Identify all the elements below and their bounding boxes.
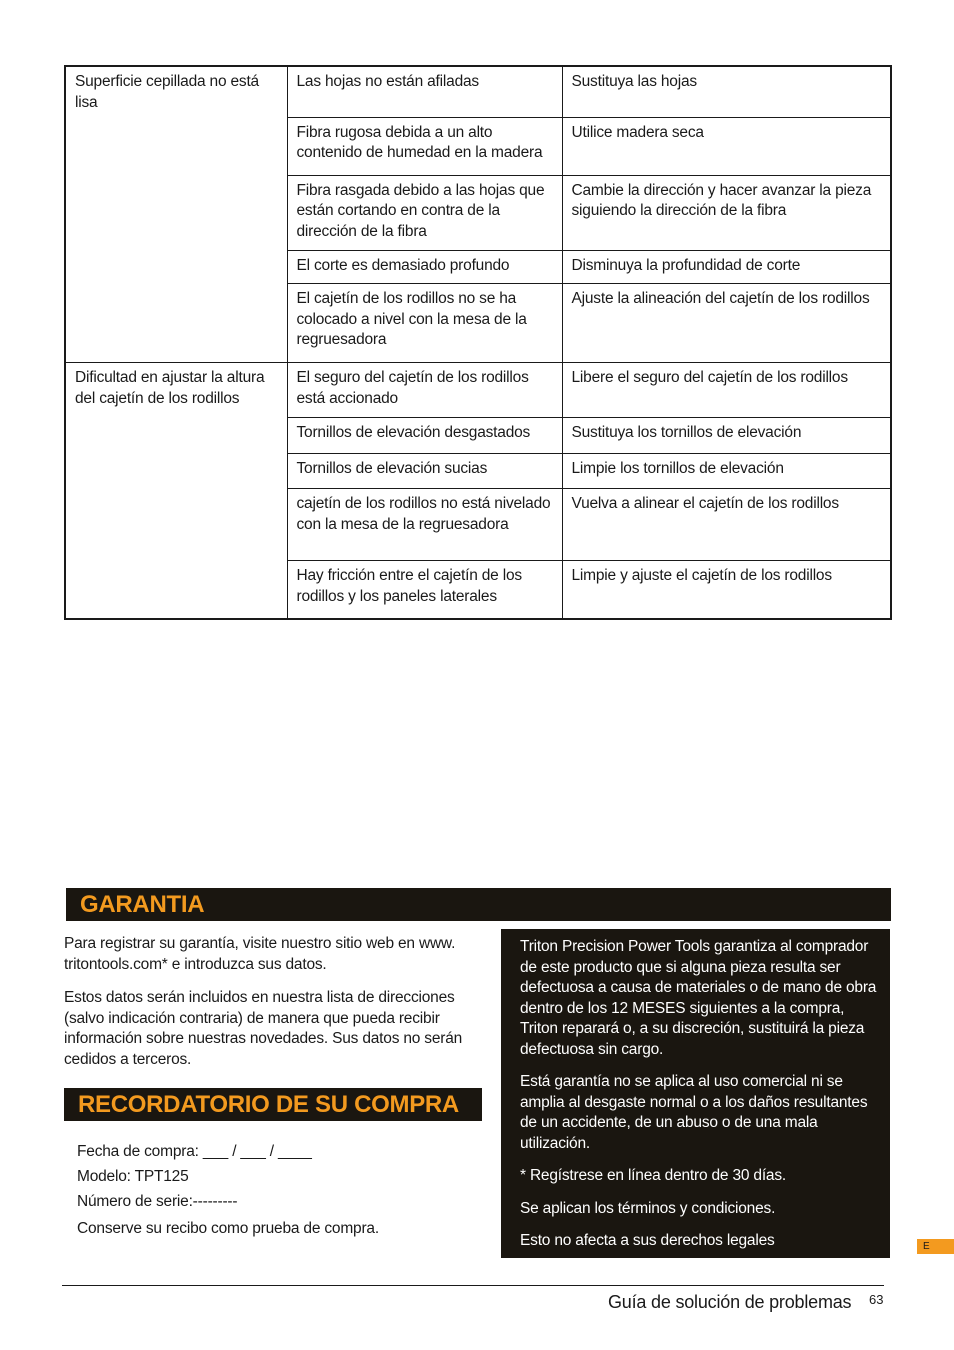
cause-cell: Fibra rugosa debida a un alto contenido de humedad en la madera (287, 117, 562, 175)
troubleshooting-table (64, 65, 892, 620)
cause-cell: Hay fricción entre el cajetín de los rodillos y los paneles laterales (287, 561, 562, 619)
warranty-terms-paragraph: Está garantía no se aplica al uso comercial ni se amplia al desgaste normal o a los daños resultantes de un accidente, de un abuso o de una mala utilización. (520, 1073, 868, 1152)
footer-divider (62, 1285, 884, 1286)
cause-cell: El corte es demasiado profundo (287, 250, 562, 284)
footer-section-title: Guía de solución de problemas (608, 1292, 852, 1312)
page-number: 63 (869, 1292, 884, 1307)
data-privacy-text: Estos datos serán incluidos en nuestra lista de direcciones (salvo indicación contraria) de manera que pueda recibir información sobre nuestras novedades. Sus datos no serán cedidos a terceros. (64, 989, 463, 1068)
purchase-reminder-heading: RECORDATORIO DE SU COMPRA (64, 1088, 482, 1121)
serial-number-field: Número de serie:--------- (77, 1193, 238, 1210)
cause-cell: Tornillos de elevación sucias (287, 454, 562, 489)
language-tab: E (917, 1239, 954, 1254)
solution-cell: Utilice madera seca (562, 117, 891, 175)
solution-cell: Sustituya los tornillos de elevación (562, 418, 891, 454)
warranty-terms-paragraph: Se aplican los términos y condiciones. (520, 1199, 776, 1217)
cause-cell: Las hojas no están afiladas (287, 66, 562, 117)
symptom-cell: Dificultad en ajustar la altura del cajetín de los rodillos (65, 363, 287, 619)
solution-cell: Limpie y ajuste el cajetín de los rodillos (562, 561, 891, 619)
warranty-terms-box (501, 929, 890, 1258)
solution-cell: Cambie la dirección y hacer avanzar la pieza siguiendo la dirección de la fibra (562, 175, 891, 250)
cause-cell: cajetín de los rodillos no está nivelado con la mesa de la regruesadora (287, 489, 562, 561)
solution-cell: Limpie los tornillos de elevación (562, 454, 891, 489)
keep-receipt-text: Conserve su recibo como prueba de compra. (77, 1220, 379, 1237)
warranty-terms-paragraph: Triton Precision Power Tools garantiza al comprador de este producto que si alguna pieza resulta ser defectuosa a causa de materiales o de mano de obra dentro de los 12 MESES siguientes a la compra, Triton reparará o, a su discreción, sustituirá la pieza defectuosa sin cargo. (520, 938, 877, 1058)
solution-cell: Disminuya la profundidad de corte (562, 250, 891, 284)
cause-cell: Tornillos de elevación desgastados (287, 418, 562, 454)
table-row (65, 363, 891, 418)
table-row (65, 66, 891, 117)
model-field: Modelo: TPT125 (77, 1168, 189, 1185)
solution-cell: Sustituya las hojas (562, 66, 891, 117)
solution-cell: Vuelva a alinear el cajetín de los rodillos (562, 489, 891, 561)
warranty-terms-paragraph: * Regístrese en línea dentro de 30 días. (520, 1167, 787, 1184)
cause-cell: El cajetín de los rodillos no se ha colocado a nivel con la mesa de la regruesadora (287, 284, 562, 363)
solution-cell: Ajuste la alineación del cajetín de los rodillos (562, 284, 891, 363)
purchase-date-field: Fecha de compra: ___ / ___ / ____ (77, 1143, 312, 1160)
cause-cell: Fibra rasgada debido a las hojas que están cortando en contra de la dirección de la fibra (287, 175, 562, 250)
warranty-register-text: Para registrar su garantía, visite nuestro sitio web en www. tritontools.com* e introduzca sus datos. (64, 935, 456, 973)
cause-cell: El seguro del cajetín de los rodillos está accionado (287, 363, 562, 418)
solution-cell: Libere el seguro del cajetín de los rodillos (562, 363, 891, 418)
warranty-terms-paragraph: Esto no afecta a sus derechos legales (520, 1232, 775, 1249)
garantia-heading: GARANTIA (66, 888, 891, 921)
symptom-cell: Superficie cepillada no está lisa (65, 66, 287, 363)
